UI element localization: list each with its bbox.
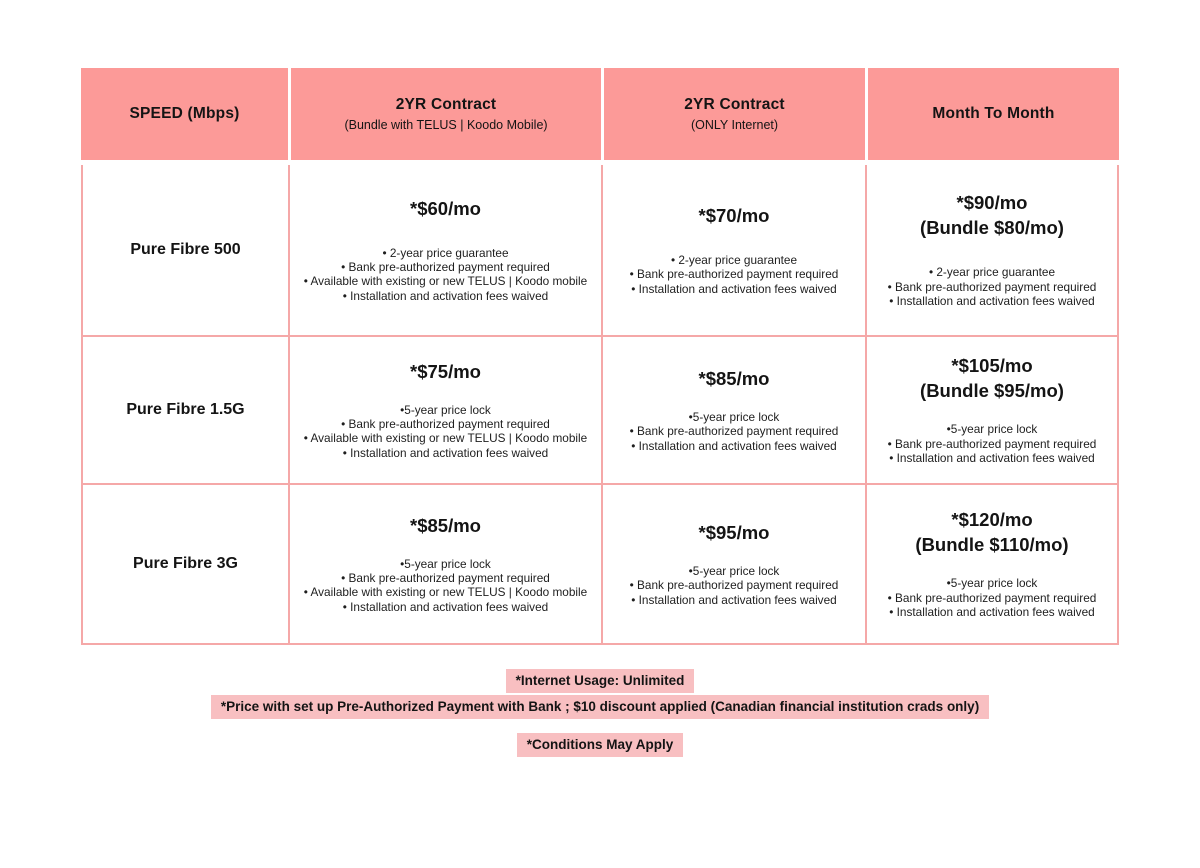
price-cell-bundle-mobile (288, 337, 601, 485)
bullet-item: • 2-year price guarantee (382, 245, 509, 260)
bullet-list (888, 576, 1097, 619)
note-line (0, 669, 1200, 693)
bullet-list (630, 564, 839, 607)
price-text: *$70/mo (698, 204, 770, 226)
bullet-item: • Installation and activation fees waived (631, 592, 837, 607)
bullet-item: • 2-year price guarantee (670, 252, 798, 267)
note-price-discount: *Price with set up Pre-Authorized Payment with Bank ; $10 discount applied (Canadian financial institution crads only) (211, 695, 989, 719)
price-text: *$60/mo (410, 197, 481, 219)
bullet-item: • Installation and activation fees waived (889, 294, 1095, 309)
bullet-item: • Bank pre-authorized payment required (887, 590, 1097, 605)
speed-cell (81, 165, 288, 337)
price-cell-month-to-month (865, 337, 1119, 485)
bullet-item: • Installation and activation fees waived (342, 288, 549, 303)
bullet-item: • Installation and activation fees waived (889, 451, 1095, 466)
speed-label: Pure Fibre 500 (130, 241, 241, 258)
table-row-pure-fibre-1-5g (81, 337, 1119, 485)
bullet-item: • Installation and activation fees waived (889, 605, 1095, 620)
header-subtitle-2yr-internet: (ONLY Internet) (690, 118, 779, 132)
footnotes (0, 669, 1200, 757)
header-cell-2yr-internet (601, 68, 865, 160)
header-title-2yr-internet: 2YR Contract (684, 96, 785, 113)
bullet-item: • Bank pre-authorized payment required (341, 260, 550, 275)
note-internet-usage: *Internet Usage: Unlimited (506, 669, 695, 693)
bullet-item: • Bank pre-authorized payment required (629, 267, 839, 282)
bullet-item: • Installation and activation fees waived (631, 438, 837, 453)
price-cell-month-to-month (865, 165, 1119, 337)
bundle-price-text: (Bundle $80/mo) (920, 217, 1064, 239)
price-cell-internet-only (601, 485, 865, 645)
price-cell-bundle-mobile (288, 165, 601, 337)
bundle-price-text: (Bundle $110/mo) (915, 534, 1069, 556)
bullet-list (630, 410, 839, 453)
header-cell-month-to-month (865, 68, 1119, 160)
header-subtitle-2yr-bundle: (Bundle with TELUS | Koodo Mobile) (344, 118, 548, 132)
price-text: *$85/mo (410, 514, 481, 536)
bullet-item: •5-year price lock (400, 556, 491, 571)
bullet-list (888, 265, 1097, 308)
bullet-item: • Bank pre-authorized payment required (887, 436, 1097, 451)
bullet-item: • Bank pre-authorized payment required (887, 279, 1097, 294)
bullet-item: • Available with existing or new TELUS | Koodo mobile (303, 431, 588, 446)
bullet-item: • Bank pre-authorized payment required (341, 571, 550, 586)
header-row (81, 68, 1119, 160)
price-text: *$90/mo (956, 192, 1028, 214)
bullet-item: • Bank pre-authorized payment required (629, 424, 839, 439)
price-text: *$75/mo (410, 360, 481, 382)
bundle-price-text: (Bundle $95/mo) (920, 380, 1064, 402)
note-conditions: *Conditions May Apply (517, 733, 684, 757)
bullet-item: •5-year price lock (400, 402, 491, 417)
speed-label: Pure Fibre 3G (133, 555, 238, 572)
note-line (0, 695, 1200, 719)
speed-cell (81, 485, 288, 645)
header-title-month-to-month: Month To Month (932, 105, 1055, 122)
bullet-item: •5-year price lock (946, 576, 1038, 591)
price-cell-month-to-month (865, 485, 1119, 645)
header-cell-2yr-bundle (288, 68, 601, 160)
header-title-speed: SPEED (Mbps) (129, 105, 240, 122)
header-title-2yr-bundle: 2YR Contract (395, 96, 497, 113)
price-text: *$85/mo (698, 367, 770, 389)
bullet-item: • Installation and activation fees waived (631, 281, 837, 296)
note-line (0, 733, 1200, 757)
header-cell-speed (81, 68, 288, 160)
table-row-pure-fibre-500 (81, 165, 1119, 337)
bullet-list (630, 253, 839, 296)
bullet-item: • 2-year price guarantee (928, 265, 1056, 280)
price-cell-internet-only (601, 165, 865, 337)
bullet-list (888, 422, 1097, 465)
price-text: *$120/mo (951, 509, 1033, 531)
price-text: *$105/mo (951, 355, 1033, 377)
bullet-list (304, 246, 587, 304)
bullet-item: • Available with existing or new TELUS | Koodo mobile (303, 274, 588, 289)
bullet-item: •5-year price lock (688, 563, 780, 578)
speed-cell (81, 337, 288, 485)
bullet-item: • Bank pre-authorized payment required (629, 578, 839, 593)
bullet-item: • Installation and activation fees waived (342, 599, 549, 614)
speed-label: Pure Fibre 1.5G (126, 401, 245, 418)
table-row-pure-fibre-3g (81, 485, 1119, 645)
bullet-item: • Available with existing or new TELUS | Koodo mobile (303, 585, 588, 600)
price-text: *$95/mo (698, 521, 770, 543)
bullet-item: • Installation and activation fees waived (342, 445, 549, 460)
pricing-table (81, 68, 1119, 645)
price-cell-bundle-mobile (288, 485, 601, 645)
bullet-list (304, 557, 587, 615)
bullet-list (304, 403, 587, 461)
bullet-item: • Bank pre-authorized payment required (341, 417, 550, 432)
bullet-item: •5-year price lock (946, 422, 1038, 437)
price-cell-internet-only (601, 337, 865, 485)
bullet-item: •5-year price lock (688, 409, 780, 424)
